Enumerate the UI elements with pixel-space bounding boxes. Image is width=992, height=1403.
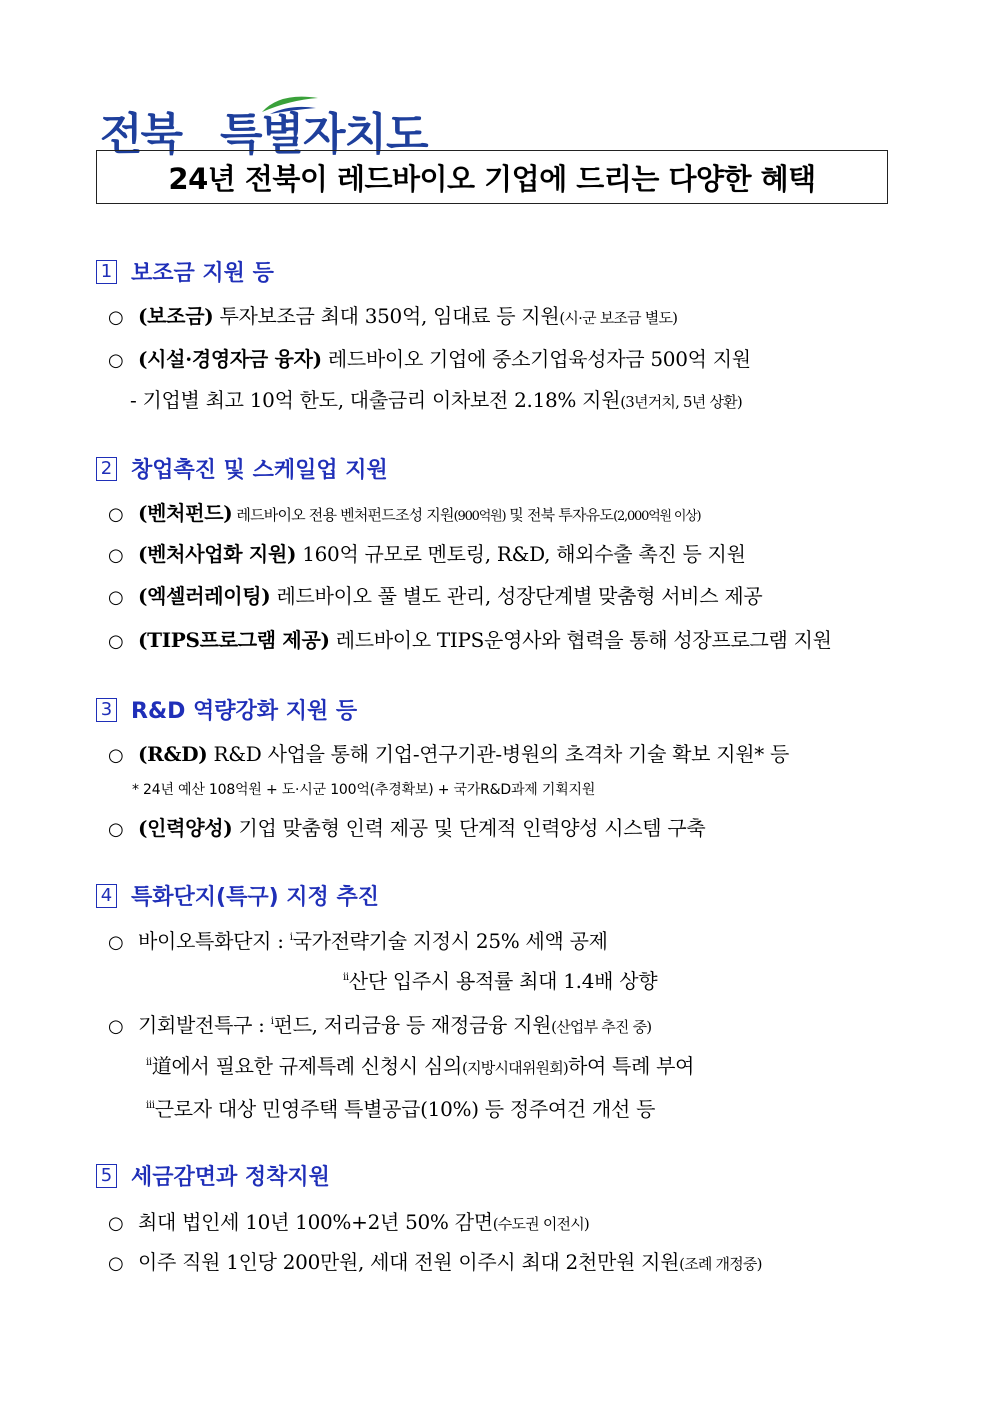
bullet-circle-icon: ○	[108, 819, 124, 840]
section-heading-1	[96, 256, 274, 287]
section-number: 1	[96, 260, 117, 284]
footnote: * 24년 예산 108억원 + 도·시군 100억(추경확보) + 국가R&D과제 기획지원	[132, 782, 596, 798]
list-item: ○ 바이오특화단지 : $^i$국가전략기술 지정시 25% 세액 공제	[108, 929, 608, 953]
section-heading-5	[96, 1160, 330, 1191]
bullet-circle-icon: ○	[108, 631, 124, 652]
section-title: 세금감면과 정착지원	[131, 1165, 330, 1190]
page-title: 24년 전북이 레드바이오 기업에 드리는 다양한 혜택	[168, 161, 816, 196]
logo	[100, 96, 500, 160]
bullet-circle-icon: ○	[108, 932, 124, 953]
section-title: R&D 역량강화 지원 등	[131, 699, 358, 724]
list-item: ○ (R&D) R&D 사업을 통해 기업-연구기관-병원의 초격차 기술 확보 지원* 등	[108, 742, 790, 766]
bullet-circle-icon: ○	[108, 307, 124, 328]
list-item: ○ 이주 직원 1인당 200만원, 세대 전원 이주시 최대 2천만원 지원(조례 개정중)	[108, 1250, 762, 1274]
section-title: 창업촉진 및 스케일업 지원	[131, 458, 388, 483]
section-number: 3	[96, 698, 117, 722]
section-heading-2	[96, 453, 388, 484]
list-item: ○ 최대 법인세 10년 100%+2년 50% 감면(수도권 이전시)	[108, 1210, 589, 1234]
list-item: ○ (시설·경영자금 융자) 레드바이오 기업에 중소기업육성자금 500억 지원	[108, 347, 751, 371]
bullet-circle-icon: ○	[108, 1016, 124, 1037]
section-number: 4	[96, 884, 117, 908]
list-item: ○ 기회발전특구 : $^i$펀드, 저리금융 등 재정금융 지원(산업부 추진 중)	[108, 1013, 652, 1037]
bullet-circle-icon: ○	[108, 545, 124, 566]
bullet-circle-icon: ○	[108, 1213, 124, 1234]
list-item: ○ (TIPS프로그램 제공) 레드바이오 TIPS운영사와 협력을 통해 성장프로그램 지원	[108, 628, 832, 652]
bullet-circle-icon: ○	[108, 745, 124, 766]
logo-text-province: 특별자치도	[220, 109, 428, 160]
list-subitem: - 기업별 최고 10억 한도, 대출금리 이차보전 2.18% 지원(3년거치, 5년 상환)	[130, 388, 742, 412]
section-title: 보조금 지원 등	[131, 261, 274, 286]
section-heading-3	[96, 694, 357, 725]
bullet-circle-icon: ○	[108, 1253, 124, 1274]
bullet-circle-icon: ○	[108, 504, 124, 525]
bullet-circle-icon: ○	[108, 587, 124, 608]
section-heading-4	[96, 880, 379, 911]
list-item: ○ (엑셀러레이팅) 레드바이오 풀 별도 관리, 성장단계별 맞춤형 서비스 제공	[108, 584, 763, 608]
list-item: ○ (보조금) 투자보조금 최대 350억, 임대료 등 지원(시·군 보조금 별도)	[108, 304, 678, 328]
list-item: ○ (벤처사업화 지원) 160억 규모로 멘토링, R&D, 해외수출 촉진 등 지원	[108, 542, 746, 566]
list-subitem: $^{ii}$산단 입주시 용적률 최대 1.4배 상향	[343, 969, 658, 993]
list-item: ○ (인력양성) 기업 맞춤형 인력 제공 및 단계적 인력양성 시스템 구축	[108, 816, 706, 840]
section-number: 2	[96, 457, 117, 481]
list-subitem: $^{iii}$근로자 대상 민영주택 특별공급(10%) 등 정주여건 개선 등	[146, 1097, 656, 1121]
list-item: ○ (벤처펀드) 레드바이오 전용 벤처펀드조성 지원(900억원) 및 전북 투자유도(2,000억원 이상)	[108, 501, 701, 525]
bullet-circle-icon: ○	[108, 350, 124, 371]
list-subitem: $^{ii}$道에서 필요한 규제특례 신청시 심의(지방시대위원회)하여 특례 부여	[146, 1054, 695, 1078]
logo-text-jeonbuk: 전북	[100, 109, 182, 160]
section-number: 5	[96, 1164, 117, 1188]
title-box	[96, 150, 888, 204]
section-title: 특화단지(특구) 지정 추진	[131, 885, 379, 910]
